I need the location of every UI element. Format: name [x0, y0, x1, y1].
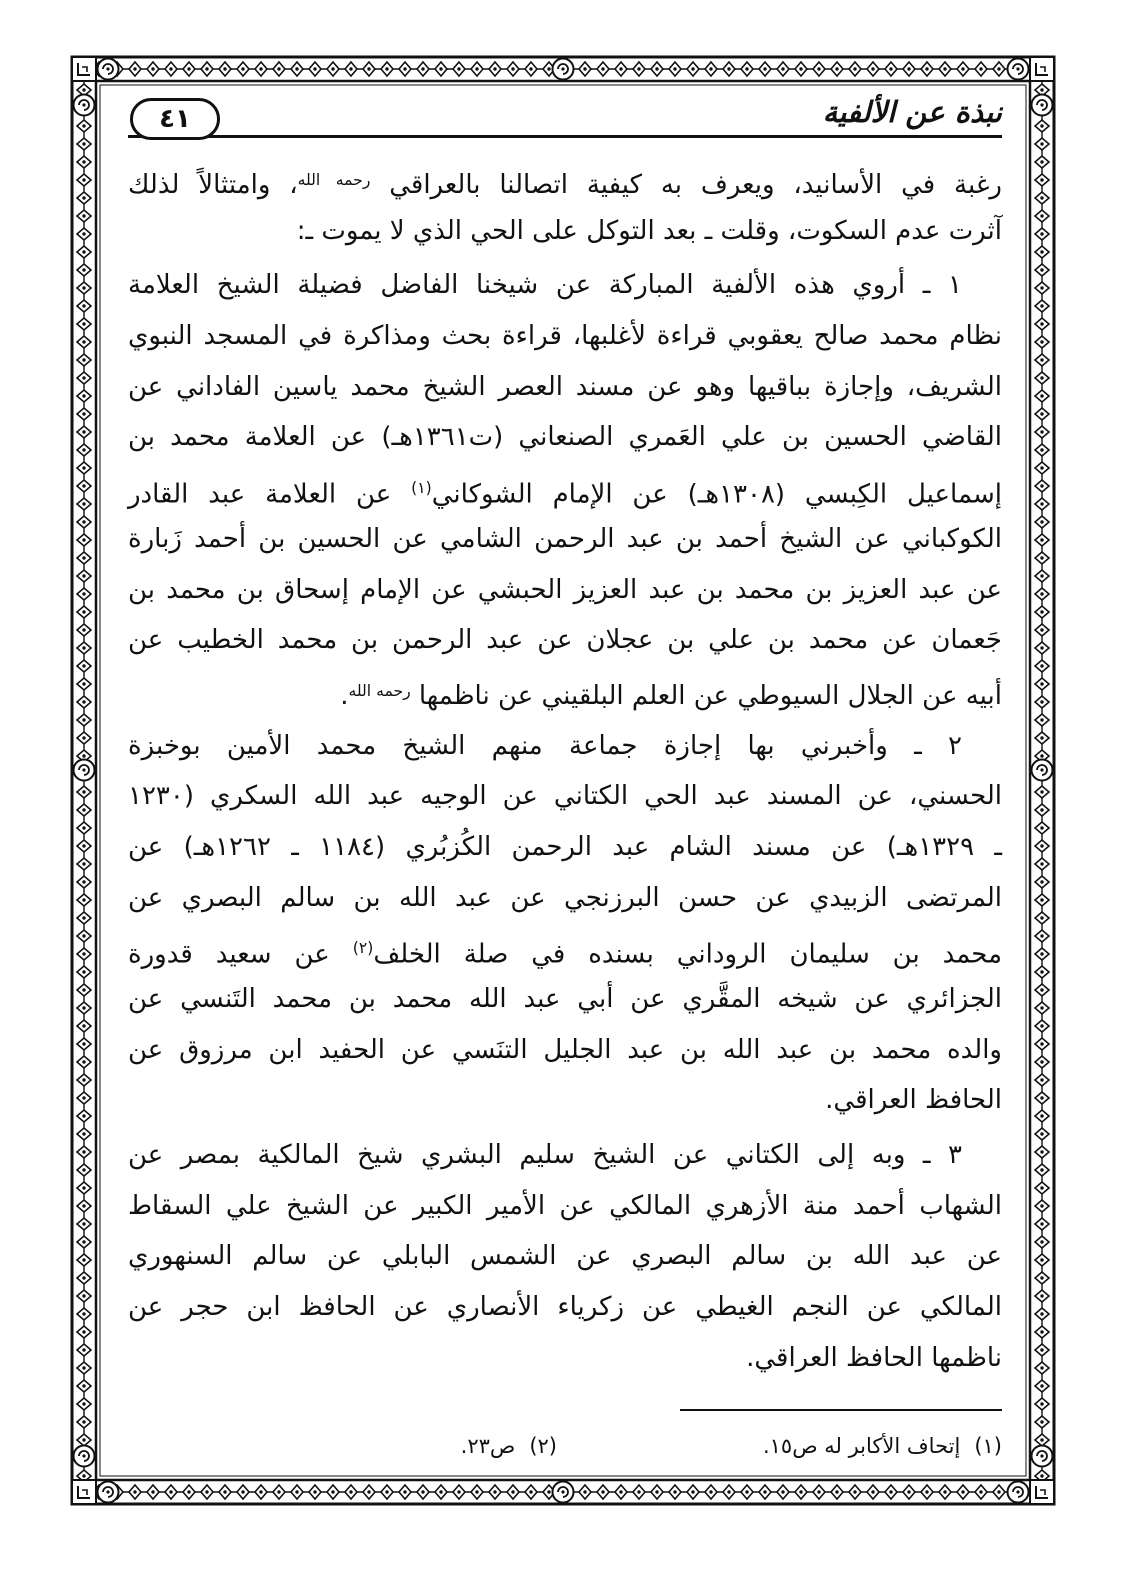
text-line: آثرت عدم السكوت، وقلت ـ بعد التوكل على الحي الذي لا يموت ـ:	[296, 215, 1002, 246]
text-line: ٢ ـ وأخبرني بها إجازة جماعة منهم الشيخ محمد الأمين بوخبزة	[128, 730, 962, 761]
honorific-ligature: رحمه الله	[348, 681, 411, 700]
text-line: نظام محمد صالح يعقوبي قراءة لأغلبها، قراءة بحث ومذاكرة في المسجد النبوي	[128, 321, 1002, 352]
border-rosette	[1032, 1446, 1053, 1467]
line-text: رغبة في الأسانيد، ويعرف به كيفية اتصالنا بالعراقي	[370, 169, 1002, 200]
border-rosette	[553, 59, 574, 80]
paragraph	[128, 721, 1002, 1127]
border-corner-ornament	[1030, 57, 1054, 81]
line-text: عن العلامة عبد القادر	[128, 479, 412, 510]
footnote-number: (٢)	[529, 1434, 557, 1458]
border-rosette	[98, 59, 119, 80]
footnote	[763, 1428, 1002, 1464]
text-line: الكوكباني عن الشيخ أحمد بن عبد الرحمن الشامي عن الحسين بن أحمد زَبارة	[128, 523, 1002, 554]
header-rule	[128, 135, 1002, 138]
border-rosette	[74, 760, 95, 781]
footnote-number: (١)	[974, 1434, 1002, 1458]
border-corner-ornament	[72, 1480, 96, 1504]
footnote-separator	[680, 1409, 1002, 1411]
text-line: القاضي الحسين بن علي العَمري الصنعاني (ت١٣٦١هـ) عن العلامة محمد بن	[128, 422, 1002, 453]
text-line: ناظمها الحافظ العراقي.	[746, 1342, 1002, 1373]
footnote-marker: (١)	[411, 479, 432, 498]
footnote-marker: (٢)	[352, 939, 374, 958]
line-text: .	[340, 680, 349, 711]
footnote	[461, 1428, 557, 1464]
body-text	[128, 155, 1002, 1388]
line-text: ، وامتثالاً لذلك	[128, 169, 298, 200]
page-number: ٤١	[130, 98, 220, 140]
line-text: عن سعيد قدورة	[128, 939, 353, 970]
text-line	[128, 155, 1002, 206]
border-corner-ornament	[72, 57, 96, 81]
footnote-text: إتحاف الأكابر له ص١٥.	[762, 1434, 961, 1458]
text-line: جَعمان عن محمد بن علي بن عجلان عن عبد الرحمن بن محمد الخطيب عن	[128, 625, 1002, 656]
text-line: ـ ١٣٢٩هـ) عن مسند الشام عبد الرحمن الكُزبُري (١١٨٤ ـ ١٢٦٢هـ) عن	[128, 831, 1002, 862]
border-rosette	[74, 95, 95, 116]
border-rosette	[98, 1482, 119, 1503]
honorific-ligature: رحمه الله	[297, 171, 371, 189]
paragraph	[128, 1130, 1002, 1383]
text-line	[128, 666, 1002, 717]
intro-paragraph	[128, 155, 1002, 256]
border-rosette	[553, 1482, 574, 1503]
border-rosette	[74, 1446, 95, 1467]
border-corner-ornament	[1030, 1480, 1054, 1504]
text-line: المالكي عن النجم الغيطي عن زكرياء الأنصاري عن الحافظ ابن حجر عن	[128, 1292, 1002, 1323]
text-line: ١ ـ أروي هذه الألفية المباركة عن شيخنا الفاضل فضيلة الشيخ العلامة	[128, 270, 962, 301]
border-rosette	[1008, 1482, 1029, 1503]
text-line: الحافظ العراقي.	[825, 1085, 1002, 1116]
text-line	[128, 923, 1002, 974]
paragraph	[128, 260, 1002, 716]
line-text: أبيه عن الجلال السيوطي عن العلم البلقيني عن ناظمها	[410, 680, 1002, 711]
text-line: الجزائري عن شيخه المقَّري عن أبي عبد الله محمد بن محمد التَنسي عن	[128, 984, 1002, 1014]
line-text: إسماعيل الكِبسي (١٣٠٨هـ) عن الإمام الشوكاني	[431, 479, 1002, 510]
footnote-text: ص٢٣.	[460, 1434, 516, 1458]
text-line: الشريف، وإجازة بباقيها وهو عن مسند العصر الشيخ محمد ياسين الفاداني عن	[128, 371, 1002, 402]
text-line: ٣ ـ وبه إلى الكتاني عن الشيخ سليم البشري شيخ المالكية بمصر عن	[128, 1140, 962, 1171]
text-line: والده محمد بن عبد الله بن عبد الجليل التنَسي عن الحفيد ابن مرزوق عن	[128, 1034, 1002, 1065]
text-line	[128, 463, 1002, 514]
border-rosette	[1008, 59, 1029, 80]
running-title: نبذة عن الألفية	[822, 95, 1002, 129]
text-line: الحسني، عن المسند عبد الحي الكتاني عن الوجيه عبد الله السكري (١٢٣٠	[128, 781, 1002, 812]
text-line: عن عبد الله بن سالم البصري عن الشمس البابلي عن سالم السنهوري	[128, 1241, 1002, 1272]
border-rosette	[1032, 95, 1053, 116]
text-line: عن عبد العزيز بن محمد بن عبد العزيز الحبشي عن الإمام إسحاق بن محمد بن	[128, 574, 1002, 605]
border-rosette	[1032, 760, 1053, 781]
text-line: المرتضى الزبيدي عن حسن البرزنجي عن عبد الله بن سالم البصري عن	[128, 882, 1002, 913]
line-text: محمد بن سليمان الروداني بسنده في صلة الخلف	[373, 939, 1003, 970]
text-line: الشهاب أحمد منة الأزهري المالكي عن الأمير الكبير عن الشيخ علي السقاط	[128, 1190, 1002, 1221]
